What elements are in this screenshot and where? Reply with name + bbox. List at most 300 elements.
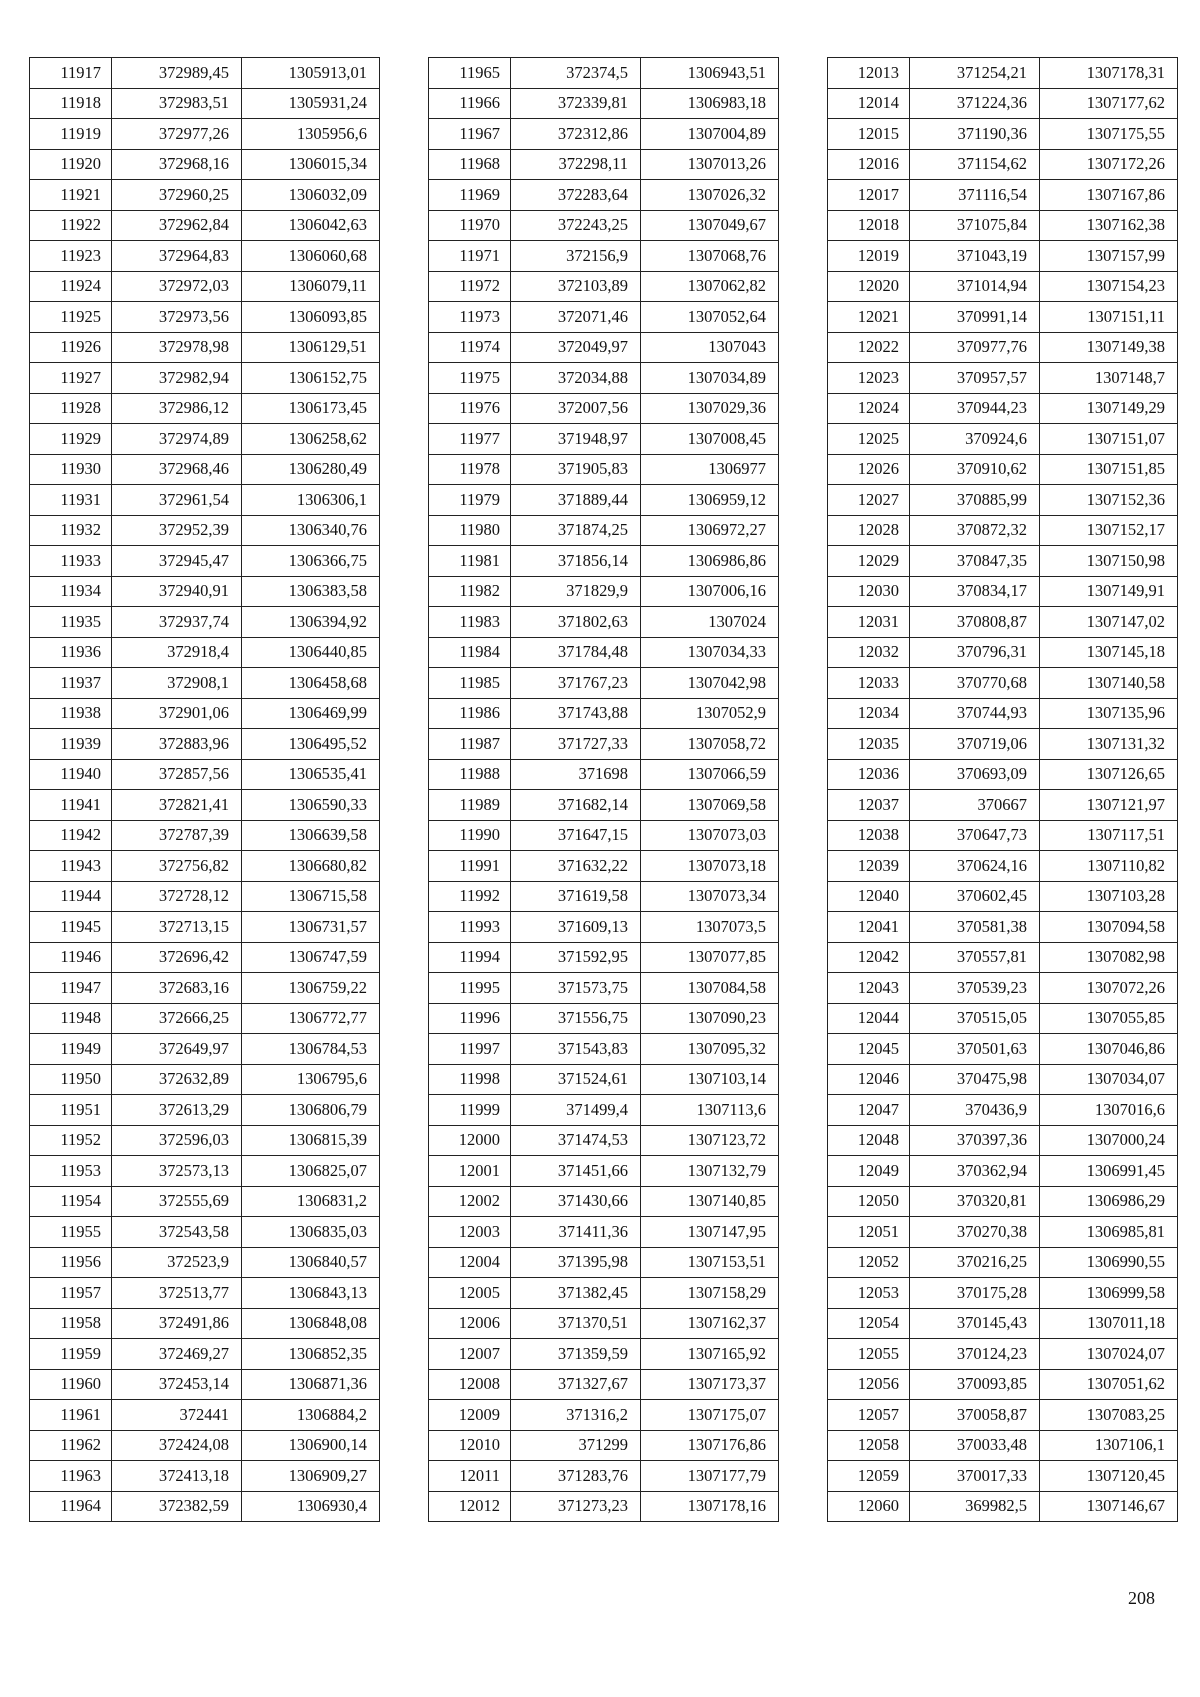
- y-coordinate-cell: 1306440,85: [242, 637, 380, 668]
- x-coordinate-cell: 371727,33: [511, 729, 641, 760]
- point-number-cell: 12014: [828, 88, 910, 119]
- x-coordinate-cell: 370977,76: [910, 332, 1040, 363]
- table-row: [828, 1400, 1178, 1431]
- table-row: [30, 180, 380, 211]
- x-coordinate-cell: 371829,9: [511, 576, 641, 607]
- y-coordinate-cell: 1307043: [641, 332, 779, 363]
- x-coordinate-cell: 370436,9: [910, 1095, 1040, 1126]
- point-number-cell: 11981: [429, 546, 511, 577]
- table-row: [828, 637, 1178, 668]
- x-coordinate-cell: 371698: [511, 759, 641, 790]
- x-coordinate-cell: 371856,14: [511, 546, 641, 577]
- point-number-cell: 11954: [30, 1186, 112, 1217]
- y-coordinate-cell: 1307058,72: [641, 729, 779, 760]
- x-coordinate-cell: 370847,35: [910, 546, 1040, 577]
- point-number-cell: 11966: [429, 88, 511, 119]
- x-coordinate-cell: 372973,56: [112, 302, 242, 333]
- x-coordinate-cell: 371632,22: [511, 851, 641, 882]
- x-coordinate-cell: 370944,23: [910, 393, 1040, 424]
- y-coordinate-cell: 1307103,28: [1040, 881, 1178, 912]
- y-coordinate-cell: 1307049,67: [641, 210, 779, 241]
- y-coordinate-cell: 1306060,68: [242, 241, 380, 272]
- x-coordinate-cell: 371190,36: [910, 119, 1040, 150]
- y-coordinate-cell: 1306306,1: [242, 485, 380, 516]
- y-coordinate-cell: 1307167,86: [1040, 180, 1178, 211]
- point-number-cell: 12050: [828, 1186, 910, 1217]
- y-coordinate-cell: 1307103,14: [641, 1064, 779, 1095]
- table-row: [30, 119, 380, 150]
- y-coordinate-cell: 1307178,31: [1040, 58, 1178, 89]
- x-coordinate-cell: 370175,28: [910, 1278, 1040, 1309]
- y-coordinate-cell: 1307162,37: [641, 1308, 779, 1339]
- x-coordinate-cell: 371075,84: [910, 210, 1040, 241]
- x-coordinate-cell: 371327,67: [511, 1369, 641, 1400]
- table-row: [30, 363, 380, 394]
- y-coordinate-cell: 1307000,24: [1040, 1125, 1178, 1156]
- point-number-cell: 12020: [828, 271, 910, 302]
- y-coordinate-cell: 1307126,65: [1040, 759, 1178, 790]
- x-coordinate-cell: 372713,15: [112, 912, 242, 943]
- table-row: [30, 851, 380, 882]
- point-number-cell: 11971: [429, 241, 511, 272]
- point-number-cell: 12022: [828, 332, 910, 363]
- table-row: [429, 1400, 779, 1431]
- y-coordinate-cell: 1307153,51: [641, 1247, 779, 1278]
- x-coordinate-cell: 371524,61: [511, 1064, 641, 1095]
- x-coordinate-cell: 372649,97: [112, 1034, 242, 1065]
- table-row: [828, 576, 1178, 607]
- table-row: [828, 1339, 1178, 1370]
- y-coordinate-cell: 1307149,91: [1040, 576, 1178, 607]
- table-row: [30, 546, 380, 577]
- x-coordinate-cell: 370539,23: [910, 973, 1040, 1004]
- y-coordinate-cell: 1307024,07: [1040, 1339, 1178, 1370]
- x-coordinate-cell: 370957,57: [910, 363, 1040, 394]
- table-row: [828, 1095, 1178, 1126]
- x-coordinate-cell: 370796,31: [910, 637, 1040, 668]
- x-coordinate-cell: 371043,19: [910, 241, 1040, 272]
- y-coordinate-cell: 1307149,38: [1040, 332, 1178, 363]
- point-number-cell: 11989: [429, 790, 511, 821]
- x-coordinate-cell: 370124,23: [910, 1339, 1040, 1370]
- y-coordinate-cell: 1307029,36: [641, 393, 779, 424]
- point-number-cell: 11986: [429, 698, 511, 729]
- table-row: [828, 729, 1178, 760]
- table-row: [30, 1491, 380, 1522]
- x-coordinate-cell: 370808,87: [910, 607, 1040, 638]
- y-coordinate-cell: 1306795,6: [242, 1064, 380, 1095]
- table-row: [30, 729, 380, 760]
- point-number-cell: 12044: [828, 1003, 910, 1034]
- x-coordinate-cell: 372469,27: [112, 1339, 242, 1370]
- point-number-cell: 12006: [429, 1308, 511, 1339]
- x-coordinate-cell: 370475,98: [910, 1064, 1040, 1095]
- table-row: [30, 1217, 380, 1248]
- point-number-cell: 12054: [828, 1308, 910, 1339]
- y-coordinate-cell: 1307152,17: [1040, 515, 1178, 546]
- point-number-cell: 11982: [429, 576, 511, 607]
- table-row: [429, 546, 779, 577]
- point-number-cell: 11978: [429, 454, 511, 485]
- table-row: [429, 973, 779, 1004]
- y-coordinate-cell: 1306991,45: [1040, 1156, 1178, 1187]
- point-number-cell: 12045: [828, 1034, 910, 1065]
- y-coordinate-cell: 1307073,18: [641, 851, 779, 882]
- point-number-cell: 11974: [429, 332, 511, 363]
- point-number-cell: 11939: [30, 729, 112, 760]
- x-coordinate-cell: 371411,36: [511, 1217, 641, 1248]
- point-number-cell: 11993: [429, 912, 511, 943]
- x-coordinate-cell: 372901,06: [112, 698, 242, 729]
- table-row: [828, 546, 1178, 577]
- table-row: [30, 637, 380, 668]
- table-row: [429, 1308, 779, 1339]
- x-coordinate-cell: 370216,25: [910, 1247, 1040, 1278]
- x-coordinate-cell: 371273,23: [511, 1491, 641, 1522]
- x-coordinate-cell: 372787,39: [112, 820, 242, 851]
- y-coordinate-cell: 1306930,4: [242, 1491, 380, 1522]
- point-number-cell: 11976: [429, 393, 511, 424]
- point-number-cell: 12028: [828, 515, 910, 546]
- y-coordinate-cell: 1306806,79: [242, 1095, 380, 1126]
- x-coordinate-cell: 372972,03: [112, 271, 242, 302]
- y-coordinate-cell: 1307140,58: [1040, 668, 1178, 699]
- point-number-cell: 11936: [30, 637, 112, 668]
- y-coordinate-cell: 1307175,07: [641, 1400, 779, 1431]
- x-coordinate-cell: 370719,06: [910, 729, 1040, 760]
- point-number-cell: 12008: [429, 1369, 511, 1400]
- point-number-cell: 11998: [429, 1064, 511, 1095]
- y-coordinate-cell: 1307145,18: [1040, 637, 1178, 668]
- x-coordinate-cell: 372983,51: [112, 88, 242, 119]
- table-row: [429, 1217, 779, 1248]
- x-coordinate-cell: 370924,6: [910, 424, 1040, 455]
- table-row: [429, 1461, 779, 1492]
- x-coordinate-cell: 372962,84: [112, 210, 242, 241]
- x-coordinate-cell: 370515,05: [910, 1003, 1040, 1034]
- y-coordinate-cell: 1306639,58: [242, 820, 380, 851]
- x-coordinate-cell: 372968,46: [112, 454, 242, 485]
- y-coordinate-cell: 1306680,82: [242, 851, 380, 882]
- x-coordinate-cell: 371154,62: [910, 149, 1040, 180]
- y-coordinate-cell: 1307117,51: [1040, 820, 1178, 851]
- y-coordinate-cell: 1307042,98: [641, 668, 779, 699]
- point-number-cell: 11940: [30, 759, 112, 790]
- point-number-cell: 11945: [30, 912, 112, 943]
- table-body: [429, 58, 779, 1522]
- y-coordinate-cell: 1307123,72: [641, 1125, 779, 1156]
- point-number-cell: 11962: [30, 1430, 112, 1461]
- x-coordinate-cell: 372034,88: [511, 363, 641, 394]
- point-number-cell: 11947: [30, 973, 112, 1004]
- y-coordinate-cell: 1307110,82: [1040, 851, 1178, 882]
- x-coordinate-cell: 372960,25: [112, 180, 242, 211]
- point-number-cell: 11964: [30, 1491, 112, 1522]
- table-row: [30, 393, 380, 424]
- x-coordinate-cell: 372298,11: [511, 149, 641, 180]
- table-row: [429, 1156, 779, 1187]
- table-row: [828, 1430, 1178, 1461]
- point-number-cell: 11938: [30, 698, 112, 729]
- point-number-cell: 12019: [828, 241, 910, 272]
- table-row: [429, 149, 779, 180]
- y-coordinate-cell: 1307072,26: [1040, 973, 1178, 1004]
- point-number-cell: 11922: [30, 210, 112, 241]
- table-row: [429, 363, 779, 394]
- table-row: [828, 1247, 1178, 1278]
- y-coordinate-cell: 1307073,34: [641, 881, 779, 912]
- y-coordinate-cell: 1307004,89: [641, 119, 779, 150]
- x-coordinate-cell: 371682,14: [511, 790, 641, 821]
- point-number-cell: 11992: [429, 881, 511, 912]
- point-number-cell: 11975: [429, 363, 511, 394]
- x-coordinate-cell: 372312,86: [511, 119, 641, 150]
- x-coordinate-cell: 372071,46: [511, 302, 641, 333]
- point-number-cell: 11930: [30, 454, 112, 485]
- x-coordinate-cell: 370320,81: [910, 1186, 1040, 1217]
- y-coordinate-cell: 1307024: [641, 607, 779, 638]
- table-row: [30, 515, 380, 546]
- y-coordinate-cell: 1306943,51: [641, 58, 779, 89]
- point-number-cell: 11953: [30, 1156, 112, 1187]
- table-row: [828, 1369, 1178, 1400]
- point-number-cell: 11970: [429, 210, 511, 241]
- y-coordinate-cell: 1307165,92: [641, 1339, 779, 1370]
- y-coordinate-cell: 1307135,96: [1040, 698, 1178, 729]
- y-coordinate-cell: 1307046,86: [1040, 1034, 1178, 1065]
- table-row: [828, 149, 1178, 180]
- point-number-cell: 11987: [429, 729, 511, 760]
- table-row: [828, 698, 1178, 729]
- y-coordinate-cell: 1306972,27: [641, 515, 779, 546]
- y-coordinate-cell: 1306458,68: [242, 668, 380, 699]
- table-row: [429, 942, 779, 973]
- point-number-cell: 12012: [429, 1491, 511, 1522]
- x-coordinate-cell: 372632,89: [112, 1064, 242, 1095]
- x-coordinate-cell: 372543,58: [112, 1217, 242, 1248]
- y-coordinate-cell: 1306784,53: [242, 1034, 380, 1065]
- table-row: [828, 241, 1178, 272]
- y-coordinate-cell: 1306986,86: [641, 546, 779, 577]
- table-row: [429, 1491, 779, 1522]
- point-number-cell: 12017: [828, 180, 910, 211]
- x-coordinate-cell: 372283,64: [511, 180, 641, 211]
- table-row: [30, 149, 380, 180]
- x-coordinate-cell: 372756,82: [112, 851, 242, 882]
- table-row: [429, 729, 779, 760]
- x-coordinate-cell: 372728,12: [112, 881, 242, 912]
- x-coordinate-cell: 372683,16: [112, 973, 242, 1004]
- table-row: [429, 1095, 779, 1126]
- y-coordinate-cell: 1306990,55: [1040, 1247, 1178, 1278]
- table-row: [828, 881, 1178, 912]
- point-number-cell: 12042: [828, 942, 910, 973]
- point-number-cell: 12041: [828, 912, 910, 943]
- y-coordinate-cell: 1307008,45: [641, 424, 779, 455]
- x-coordinate-cell: 371609,13: [511, 912, 641, 943]
- table-row: [828, 942, 1178, 973]
- x-coordinate-cell: 371556,75: [511, 1003, 641, 1034]
- x-coordinate-cell: 372424,08: [112, 1430, 242, 1461]
- point-number-cell: 12036: [828, 759, 910, 790]
- table-row: [429, 912, 779, 943]
- table-row: [30, 58, 380, 89]
- table-row: [429, 58, 779, 89]
- point-number-cell: 12007: [429, 1339, 511, 1370]
- point-number-cell: 12055: [828, 1339, 910, 1370]
- y-coordinate-cell: 1306835,03: [242, 1217, 380, 1248]
- table-row: [429, 576, 779, 607]
- y-coordinate-cell: 1307006,16: [641, 576, 779, 607]
- x-coordinate-cell: 369982,5: [910, 1491, 1040, 1522]
- point-number-cell: 12001: [429, 1156, 511, 1187]
- point-number-cell: 12002: [429, 1186, 511, 1217]
- y-coordinate-cell: 1306759,22: [242, 973, 380, 1004]
- point-number-cell: 11951: [30, 1095, 112, 1126]
- table-row: [30, 912, 380, 943]
- table-row: [828, 851, 1178, 882]
- x-coordinate-cell: 371474,53: [511, 1125, 641, 1156]
- x-coordinate-cell: 372513,77: [112, 1278, 242, 1309]
- point-number-cell: 11925: [30, 302, 112, 333]
- point-number-cell: 12010: [429, 1430, 511, 1461]
- y-coordinate-cell: 1307026,32: [641, 180, 779, 211]
- point-number-cell: 12003: [429, 1217, 511, 1248]
- table-row: [429, 1064, 779, 1095]
- table-row: [828, 210, 1178, 241]
- y-coordinate-cell: 1307120,45: [1040, 1461, 1178, 1492]
- x-coordinate-cell: 371430,66: [511, 1186, 641, 1217]
- y-coordinate-cell: 1307178,16: [641, 1491, 779, 1522]
- x-coordinate-cell: 372339,81: [511, 88, 641, 119]
- x-coordinate-cell: 372374,5: [511, 58, 641, 89]
- x-coordinate-cell: 370033,48: [910, 1430, 1040, 1461]
- point-number-cell: 12038: [828, 820, 910, 851]
- x-coordinate-cell: 372821,41: [112, 790, 242, 821]
- table-row: [429, 332, 779, 363]
- x-coordinate-cell: 370770,68: [910, 668, 1040, 699]
- point-number-cell: 11923: [30, 241, 112, 272]
- table-row: [30, 1461, 380, 1492]
- point-number-cell: 12059: [828, 1461, 910, 1492]
- x-coordinate-cell: 370017,33: [910, 1461, 1040, 1492]
- table-row: [828, 454, 1178, 485]
- table-row: [30, 607, 380, 638]
- y-coordinate-cell: 1307073,5: [641, 912, 779, 943]
- table-row: [30, 1186, 380, 1217]
- y-coordinate-cell: 1307150,98: [1040, 546, 1178, 577]
- y-coordinate-cell: 1307055,85: [1040, 1003, 1178, 1034]
- x-coordinate-cell: 370910,62: [910, 454, 1040, 485]
- table-row: [30, 88, 380, 119]
- x-coordinate-cell: 371382,45: [511, 1278, 641, 1309]
- x-coordinate-cell: 372523,9: [112, 1247, 242, 1278]
- y-coordinate-cell: 1306042,63: [242, 210, 380, 241]
- x-coordinate-cell: 372049,97: [511, 332, 641, 363]
- table-row: [429, 88, 779, 119]
- table-row: [30, 332, 380, 363]
- x-coordinate-cell: 370557,81: [910, 942, 1040, 973]
- table-row: [828, 1461, 1178, 1492]
- x-coordinate-cell: 372974,89: [112, 424, 242, 455]
- y-coordinate-cell: 1305931,24: [242, 88, 380, 119]
- y-coordinate-cell: 1307175,55: [1040, 119, 1178, 150]
- y-coordinate-cell: 1307176,86: [641, 1430, 779, 1461]
- y-coordinate-cell: 1306093,85: [242, 302, 380, 333]
- x-coordinate-cell: 370362,94: [910, 1156, 1040, 1187]
- table-row: [429, 1339, 779, 1370]
- point-number-cell: 11926: [30, 332, 112, 363]
- point-number-cell: 11918: [30, 88, 112, 119]
- y-coordinate-cell: 1306852,35: [242, 1339, 380, 1370]
- x-coordinate-cell: 370602,45: [910, 881, 1040, 912]
- table-row: [429, 515, 779, 546]
- point-number-cell: 11995: [429, 973, 511, 1004]
- y-coordinate-cell: 1307013,26: [641, 149, 779, 180]
- table-row: [828, 1125, 1178, 1156]
- y-coordinate-cell: 1307066,59: [641, 759, 779, 790]
- y-coordinate-cell: 1307151,07: [1040, 424, 1178, 455]
- table-row: [30, 485, 380, 516]
- y-coordinate-cell: 1306985,81: [1040, 1217, 1178, 1248]
- table-row: [828, 302, 1178, 333]
- y-coordinate-cell: 1307172,26: [1040, 149, 1178, 180]
- point-number-cell: 11959: [30, 1339, 112, 1370]
- point-number-cell: 12024: [828, 393, 910, 424]
- table-body: [828, 58, 1178, 1522]
- point-number-cell: 11963: [30, 1461, 112, 1492]
- table-row: [30, 1125, 380, 1156]
- point-number-cell: 12016: [828, 149, 910, 180]
- y-coordinate-cell: 1306843,13: [242, 1278, 380, 1309]
- point-number-cell: 11929: [30, 424, 112, 455]
- x-coordinate-cell: 371767,23: [511, 668, 641, 699]
- x-coordinate-cell: 371743,88: [511, 698, 641, 729]
- y-coordinate-cell: 1307011,18: [1040, 1308, 1178, 1339]
- table-row: [30, 454, 380, 485]
- x-coordinate-cell: 372964,83: [112, 241, 242, 272]
- y-coordinate-cell: 1306999,58: [1040, 1278, 1178, 1309]
- point-number-cell: 12040: [828, 881, 910, 912]
- x-coordinate-cell: 372982,94: [112, 363, 242, 394]
- point-number-cell: 11949: [30, 1034, 112, 1065]
- table-row: [30, 698, 380, 729]
- point-number-cell: 11931: [30, 485, 112, 516]
- y-coordinate-cell: 1306871,36: [242, 1369, 380, 1400]
- point-number-cell: 12011: [429, 1461, 511, 1492]
- y-coordinate-cell: 1306815,39: [242, 1125, 380, 1156]
- point-number-cell: 11985: [429, 668, 511, 699]
- table-row: [30, 973, 380, 1004]
- x-coordinate-cell: 371116,54: [910, 180, 1040, 211]
- x-coordinate-cell: 372382,59: [112, 1491, 242, 1522]
- y-coordinate-cell: 1306366,75: [242, 546, 380, 577]
- table-row: [30, 820, 380, 851]
- x-coordinate-cell: 372918,4: [112, 637, 242, 668]
- table-row: [828, 271, 1178, 302]
- x-coordinate-cell: 371573,75: [511, 973, 641, 1004]
- point-number-cell: 12026: [828, 454, 910, 485]
- y-coordinate-cell: 1307034,07: [1040, 1064, 1178, 1095]
- y-coordinate-cell: 1307106,1: [1040, 1430, 1178, 1461]
- point-number-cell: 12034: [828, 698, 910, 729]
- point-number-cell: 11948: [30, 1003, 112, 1034]
- point-number-cell: 11933: [30, 546, 112, 577]
- y-coordinate-cell: 1306590,33: [242, 790, 380, 821]
- table-row: [828, 119, 1178, 150]
- table-row: [828, 1186, 1178, 1217]
- point-number-cell: 11924: [30, 271, 112, 302]
